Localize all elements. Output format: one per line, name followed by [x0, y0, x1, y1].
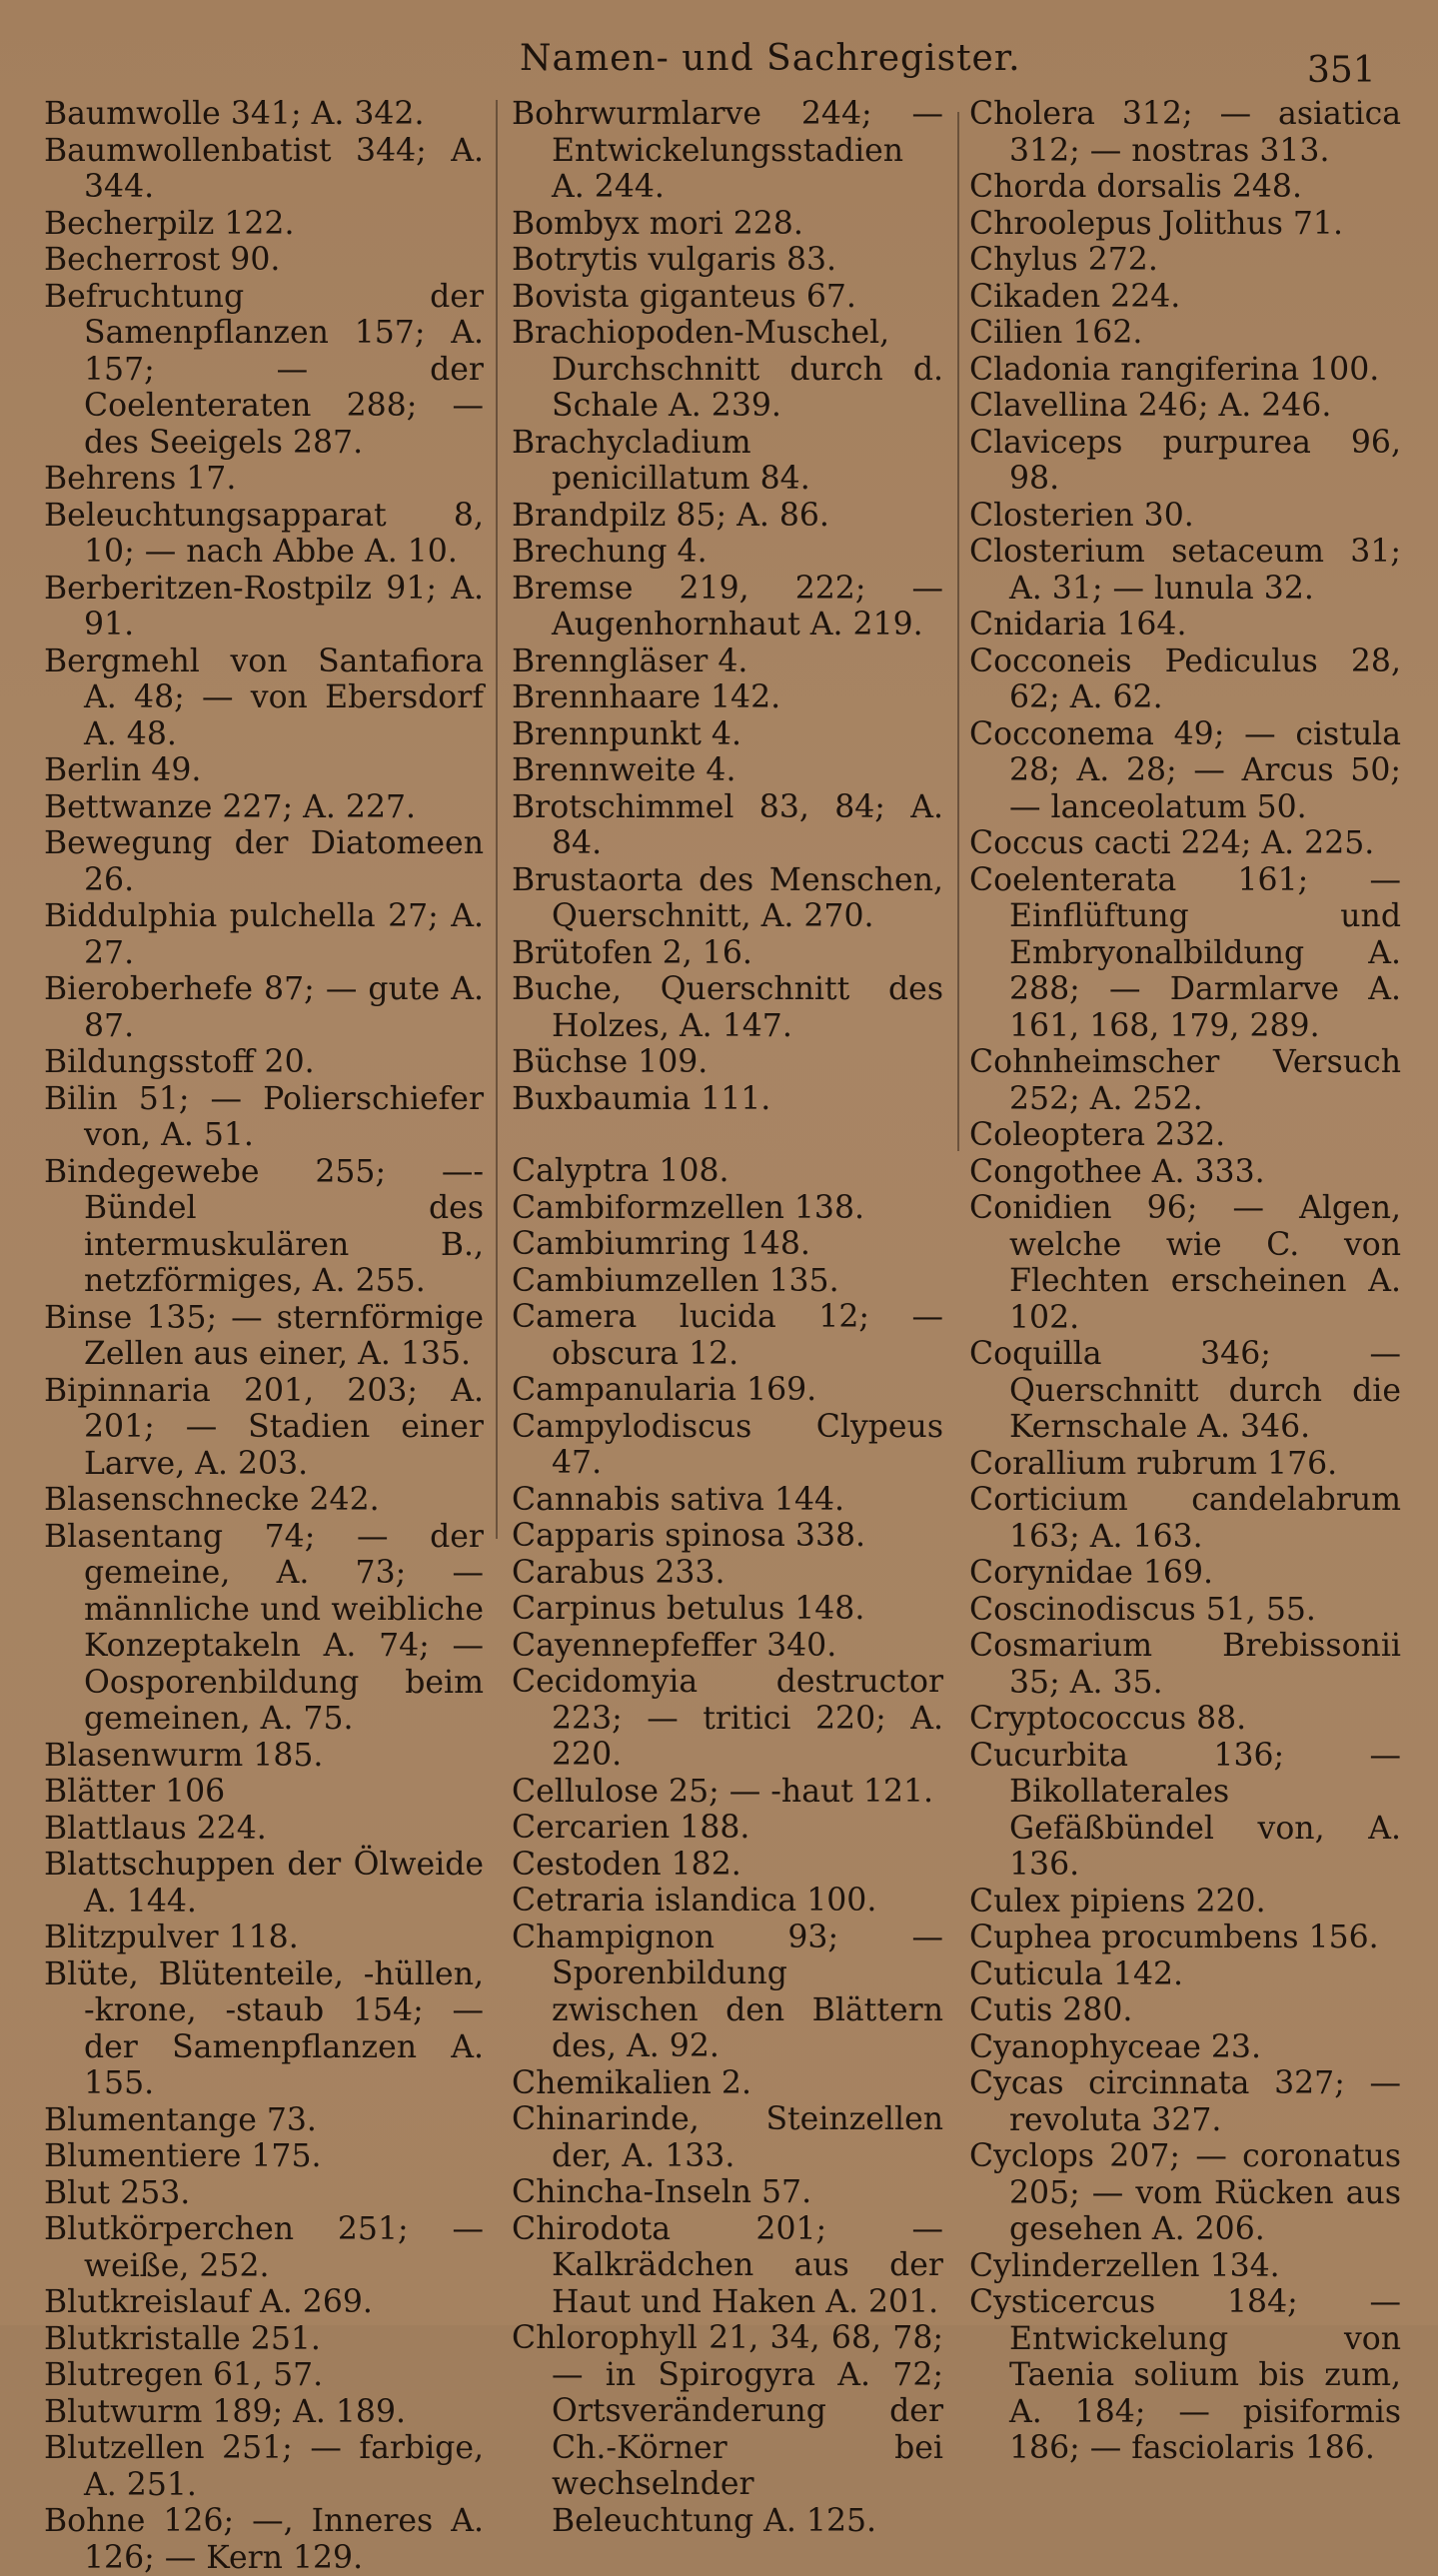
- index-entry: Brachycladium penicillatum 84.: [512, 424, 810, 497]
- index-entry: Cryptococcus 88.: [969, 1701, 1247, 1737]
- index-entry: Closterium setaceum 31; A. 31; — lunula 32.: [969, 534, 1401, 607]
- index-entry: Brütofen 2, 16.: [512, 934, 752, 971]
- index-entry: Corallium rubrum 176.: [969, 1445, 1338, 1482]
- index-entry: Büchse 109.: [512, 1044, 709, 1080]
- index-entry: Cannabis sativa 144.: [512, 1481, 845, 1518]
- index-entry: Bilin 51; — Polierschiefer von, A. 51.: [44, 1080, 484, 1153]
- index-entry: Coccus cacti 224; A. 225.: [969, 825, 1375, 861]
- index-entry: Brenngläser 4.: [512, 643, 748, 679]
- index-entry: Brechung 4.: [512, 534, 708, 570]
- index-entry: Corynidae 169.: [969, 1555, 1214, 1591]
- index-entry: Coscinodiscus 51, 55.: [969, 1591, 1316, 1628]
- index-entry: Brotschimmel 83, 84; A. 84.: [512, 788, 943, 861]
- index-entry: Berlin 49.: [44, 752, 202, 788]
- running-title: Namen- und Sachregister.: [520, 38, 1021, 79]
- entry-spacer: [512, 1117, 943, 1153]
- index-entry: Coelenterata 161; — Einflüftung und Embryonalbildung A. 288; — Darmlarve A. 161, 168, 179, 289.: [969, 861, 1401, 1044]
- index-entry: Brennhaare 142.: [512, 679, 781, 715]
- page-number: 351: [1307, 50, 1376, 91]
- index-entry: Becherrost 90.: [44, 242, 281, 278]
- index-entry: Cestoden 182.: [512, 1846, 741, 1883]
- index-entry: Campylodiscus Clypeus 47.: [512, 1408, 943, 1481]
- index-entry: Blutkreislauf A. 269.: [44, 2284, 373, 2320]
- index-entry: Biddulphia pulchella 27; A. 27.: [44, 898, 484, 971]
- index-entry: Bohrwurmlarve 244; — Entwickelungsstadien A. 244.: [512, 96, 943, 205]
- index-entry: Cucurbita 136; — Bikollaterales Gefäßbündel von, A. 136.: [969, 1737, 1401, 1883]
- index-entry: Blutzellen 251; — farbige, A. 251.: [44, 2430, 484, 2503]
- index-entry: Cikaden 224.: [969, 278, 1181, 315]
- index-entry: Blutkristalle 251.: [44, 2320, 321, 2357]
- index-entry: Chlorophyll 21, 34, 68, 78; — in Spirogyra A. 72; Ortsveränderung der Ch.-Körner bei wechselnder Beleuchtung A. 125.: [512, 2320, 943, 2539]
- index-entry: Camera lucida 12; — obscura 12.: [512, 1299, 943, 1372]
- index-entry: Blut 253.: [44, 2174, 191, 2211]
- index-entry: Cnidaria 164.: [969, 607, 1187, 643]
- index-entry: Brennweite 4.: [512, 752, 736, 788]
- index-entry: Blasenschnecke 242.: [44, 1482, 380, 1518]
- index-entry: Baumwolle 341; A. 342.: [44, 96, 425, 132]
- index-entry: Calyptra 108.: [512, 1153, 729, 1189]
- index-entry: Cellulose 25; — -haut 121.: [512, 1773, 934, 1810]
- index-entry: Berberitzen-Rostpilz 91; A. 91.: [44, 570, 484, 643]
- index-entry: Blasentang 74; — der gemeine, A. 73; — männliche und weibliche Konzeptakeln A. 74; — Oosporenbildung beim gemeinen, A. 75.: [44, 1518, 484, 1737]
- index-entry: Chroolepus Jolithus 71.: [969, 205, 1343, 242]
- index-entry: Carpinus betulus 148.: [512, 1591, 865, 1627]
- index-entry: Brachiopoden-Muschel, Durchschnitt durch d. Schale A. 239.: [512, 315, 943, 424]
- index-entry: Beleuchtungsapparat 8, 10; — nach Abbe A. 10.: [44, 497, 484, 570]
- index-entry: Coquilla 346; — Querschnitt durch die Kernschale A. 346.: [969, 1336, 1401, 1445]
- index-entry: Closterien 30.: [969, 497, 1194, 534]
- index-entry: Bombyx mori 228.: [512, 205, 803, 242]
- index-entry: Botrytis vulgaris 83.: [512, 242, 837, 278]
- index-entry: Cylinderzellen 134.: [969, 2247, 1280, 2284]
- index-entry: Capparis spinosa 338.: [512, 1518, 866, 1554]
- index-column-3: [969, 96, 1401, 2467]
- index-entry: Cecidomyia destructor 223; — tritici 220; A. 220.: [512, 1664, 943, 1773]
- index-entry: Blattlaus 224.: [44, 1810, 267, 1847]
- index-entry: Chirodota 201; — Kalkrädchen aus der Haut und Haken A. 201.: [512, 2210, 943, 2320]
- index-entry: Cayennepfeffer 340.: [512, 1627, 837, 1664]
- index-entry: Blutregen 61, 57.: [44, 2357, 324, 2393]
- index-entry: Blüte, Blütenteile, -hüllen, -krone, -staub 154; — der Samenpflanzen A. 155.: [44, 1955, 484, 2101]
- index-entry: Cuphea procumbens 156.: [969, 1920, 1379, 1955]
- index-entry: Bindegewebe 255; —-Bündel des intermuskulären B., netzförmiges, A. 255.: [44, 1153, 484, 1299]
- index-entry: Binse 135; — sternförmige Zellen aus einer, A. 135.: [44, 1299, 484, 1372]
- index-entry: Claviceps purpurea 96, 98.: [969, 424, 1401, 497]
- index-entry: Blasenwurm 185.: [44, 1737, 324, 1774]
- index-entry: Blumentange 73.: [44, 2101, 317, 2138]
- index-entry: Bipinnaria 201, 203; A. 201; — Stadien einer Larve, A. 203.: [44, 1372, 484, 1482]
- index-entry: Blutkörperchen 251; — weiße, 252.: [44, 2211, 484, 2284]
- index-entry: Becherpilz 122.: [44, 205, 295, 242]
- index-entry: Cercarien 188.: [512, 1810, 750, 1846]
- index-entry: Cutis 280.: [969, 1992, 1133, 2028]
- index-entry: Bohne 126; —, Inneres A. 126; — Kern 129.: [44, 2503, 484, 2576]
- index-entry: Cambiumzellen 135.: [512, 1262, 839, 1299]
- index-entry: Campanularia 169.: [512, 1372, 817, 1408]
- index-entry: Carabus 233.: [512, 1554, 725, 1591]
- index-entry: Coleoptera 232.: [969, 1117, 1226, 1153]
- index-entry: Cohnheimscher Versuch 252; A. 252.: [969, 1044, 1401, 1117]
- index-entry: Cyanophyceae 23.: [969, 2028, 1261, 2065]
- index-entry: Congothee A. 333.: [969, 1153, 1265, 1190]
- index-column-1: [44, 96, 484, 2576]
- index-entry: Chinarinde, Steinzellen der, A. 133.: [512, 2101, 943, 2174]
- index-entry: Bewegung der Diatomeen 26.: [44, 825, 484, 898]
- index-entry: Bildungsstoff 20.: [44, 1044, 315, 1080]
- index-entry: Champignon 93; — Sporenbildung zwischen den Blättern des, A. 92.: [512, 1919, 943, 2064]
- index-entry: Chemikalien 2.: [512, 2064, 751, 2101]
- index-entry: Cladonia rangiferina 100.: [969, 351, 1380, 388]
- page-header: [0, 30, 1438, 90]
- index-entry: Blitzpulver 118.: [44, 1920, 299, 1955]
- index-entry: Blattschuppen der Ölweide A. 144.: [44, 1847, 484, 1920]
- index-entry: Blätter 106: [44, 1774, 226, 1810]
- index-entry: Brennpunkt 4.: [512, 715, 741, 752]
- index-entry: Cholera 312; — asiatica 312; — nostras 313.: [969, 96, 1401, 169]
- index-entry: Cocconema 49; — cistula 28; A. 28; — Arcus 50; — lanceolatum 50.: [969, 715, 1401, 825]
- index-entry: Clavellina 246; A. 246.: [969, 388, 1332, 424]
- index-column-2: [512, 96, 943, 2539]
- index-entry: Corticium candelabrum 163; A. 163.: [969, 1482, 1401, 1555]
- index-entry: Bettwanze 227; A. 227.: [44, 788, 417, 825]
- index-entry: Cambiformzellen 138.: [512, 1189, 865, 1226]
- index-entry: Blutwurm 189; A. 189.: [44, 2393, 407, 2430]
- index-entry: Cuticula 142.: [969, 1955, 1184, 1992]
- index-entry: Cilien 162.: [969, 315, 1143, 351]
- index-entry: Bremse 219, 222; — Augenhornhaut A. 219.: [512, 570, 943, 643]
- index-entry: Cycas circinnata 327; — revoluta 327.: [969, 2065, 1401, 2138]
- index-entry: Behrens 17.: [44, 461, 237, 497]
- index-entry: Chylus 272.: [969, 242, 1158, 278]
- index-entry: Bieroberhefe 87; — gute A. 87.: [44, 971, 484, 1044]
- index-entry: Chincha-Inseln 57.: [512, 2174, 812, 2210]
- index-entry: Conidien 96; — Algen, welche wie C. von Flechten erscheinen A. 102.: [969, 1190, 1401, 1336]
- index-entry: Baumwollenbatist 344; A. 344.: [44, 132, 484, 205]
- index-entry: Buche, Querschnitt des Holzes, A. 147.: [512, 971, 943, 1044]
- index-entry: Cetraria islandica 100.: [512, 1883, 877, 1919]
- column-divider-2: [957, 112, 959, 1151]
- index-entry: Brustaorta des Menschen, Querschnitt, A. 270.: [512, 861, 943, 934]
- index-entry: Cysticercus 184; — Entwickelung von Taenia solium bis zum, A. 184; — pisiformis 186; — fasciolaris 186.: [969, 2284, 1401, 2466]
- index-entry: Buxbaumia 111.: [512, 1080, 771, 1117]
- index-entry: Cocconeis Pediculus 28, 62; A. 62.: [969, 643, 1401, 715]
- index-entry: Chorda dorsalis 248.: [969, 169, 1302, 205]
- index-entry: Brandpilz 85; A. 86.: [512, 497, 829, 534]
- index-entry: Cyclops 207; — coronatus 205; — vom Rücken aus gesehen A. 206.: [969, 2138, 1401, 2247]
- column-divider-1: [496, 100, 498, 1539]
- index-entry: Cosmarium Brebissonii 35; A. 35.: [969, 1628, 1401, 1701]
- index-entry: Befruchtung der Samenpflanzen 157; A. 157; — der Coelenteraten 288; — des Seeigels 287.: [44, 278, 484, 461]
- index-entry: Bovista giganteus 67.: [512, 278, 856, 315]
- index-entry: Bergmehl von Santafiora A. 48; — von Ebersdorf A. 48.: [44, 643, 484, 752]
- index-entry: Blumentiere 175.: [44, 2138, 322, 2174]
- index-entry: Cambiumring 148.: [512, 1226, 810, 1262]
- index-entry: Culex pipiens 220.: [969, 1883, 1266, 1920]
